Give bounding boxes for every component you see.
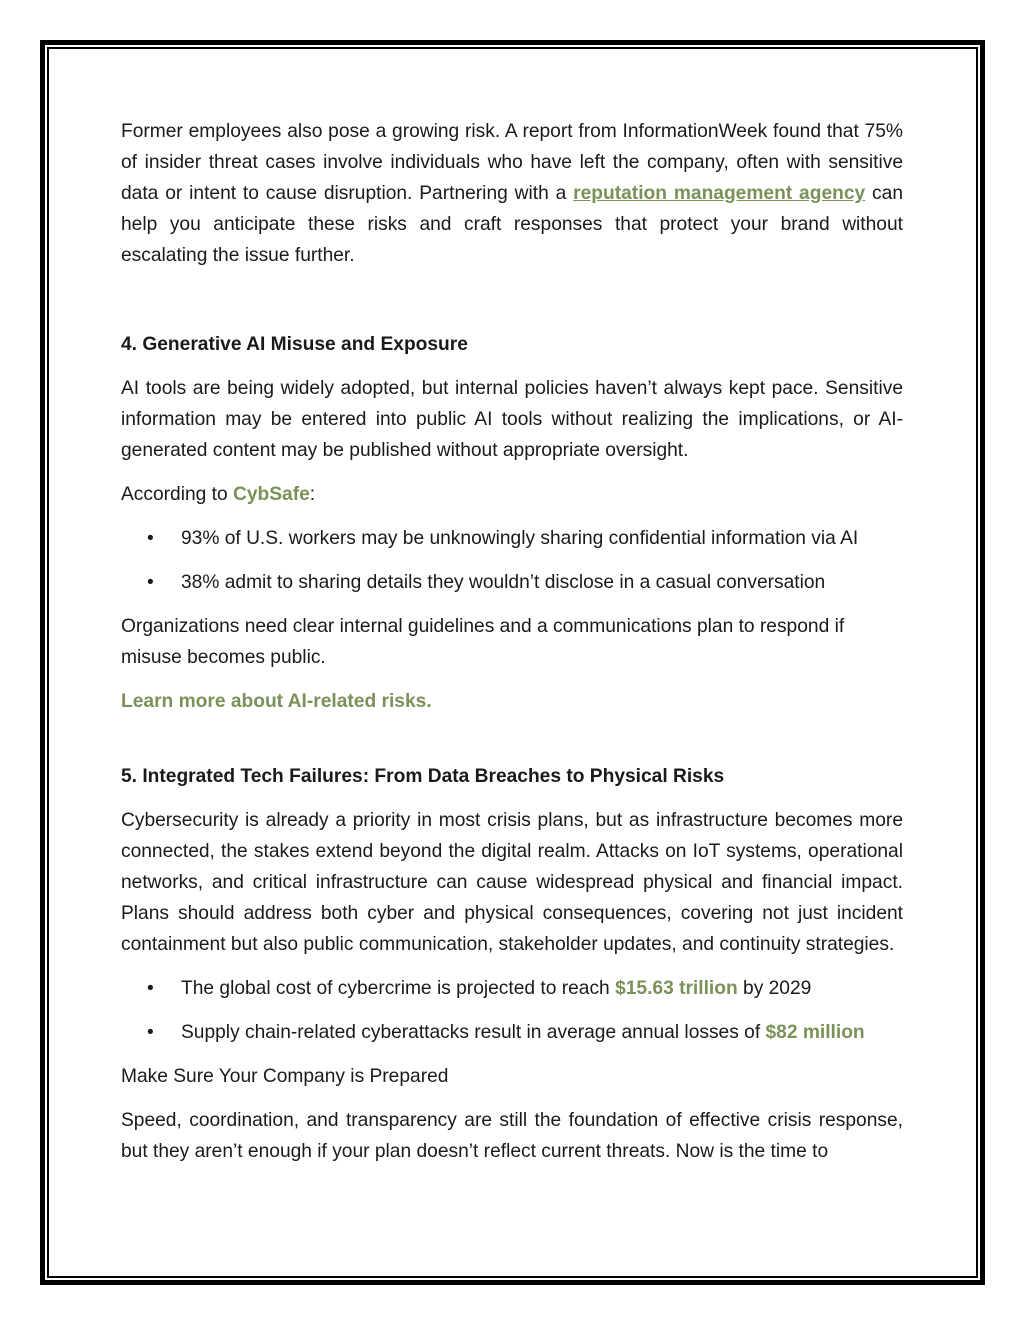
closing-paragraph: Speed, coordination, and transparency are still the foundation of effective crisis response, but they aren’t enough if your plan doesn’t reflect current threats. Now is the time to xyxy=(121,1110,903,1162)
list-item: • 38% admit to sharing details they wouldn’t disclose in a casual conversation xyxy=(121,567,903,598)
bullet-icon: • xyxy=(147,572,154,593)
bullet-icon: • xyxy=(147,528,154,549)
document-body xyxy=(121,116,903,1167)
list-item: • 93% of U.S. workers may be unknowingly sharing confidential information via AI xyxy=(121,523,903,554)
reputation-management-link[interactable]: reputation management agency xyxy=(573,183,866,204)
bullet-icon: • xyxy=(147,978,154,999)
list-item: • The global cost of cybercrime is projected to reach $15.63 trillion by 2029 xyxy=(121,973,903,1004)
ai-stats-list xyxy=(121,523,903,598)
section-5-heading: 5. Integrated Tech Failures: From Data Breaches to Physical Risks xyxy=(121,766,725,787)
closing-heading: Make Sure Your Company is Prepared xyxy=(121,1066,449,1087)
cyber-stats-list xyxy=(121,973,903,1048)
insider-threat-paragraph: Former employees also pose a growing risk. A report from InformationWeek found that 75% of insider threat cases involve individuals who have left the company, often with sensitive data or intent to cause disruption. Partnering with a reputation management agency can help you anticipate these risks and craft responses that protect your brand without escalating the issue further. xyxy=(121,121,903,266)
cybercrime-cost-value: $15.63 trillion xyxy=(615,978,738,999)
learn-more-link[interactable]: Learn more about AI-related risks. xyxy=(121,691,432,712)
cybsafe-source: CybSafe xyxy=(233,484,310,505)
section-4-paragraph: AI tools are being widely adopted, but internal policies haven’t always kept pace. Sensitive information may be entered into public AI tools without realizing the implications, or AI-generated content may be published without appropriate oversight. xyxy=(121,378,903,461)
section-4-heading: 4. Generative AI Misuse and Exposure xyxy=(121,334,468,355)
section-4-paragraph-2: Organizations need clear internal guidelines and a communications plan to respond if misuse becomes public. xyxy=(121,616,845,668)
section-5-paragraph: Cybersecurity is already a priority in most crisis plans, but as infrastructure becomes more connected, the stakes extend beyond the digital realm. Attacks on IoT systems, operational networks, and critical infrastructure can cause widespread physical and financial impact. Plans should address both cyber and physical consequences, covering not just incident containment but also public communication, stakeholder updates, and continuity strategies. xyxy=(121,810,903,955)
list-item: • Supply chain-related cyberattacks result in average annual losses of $82 million xyxy=(121,1017,903,1048)
according-to-line: According to CybSafe: xyxy=(121,484,316,505)
supply-chain-loss-value: $82 million xyxy=(765,1022,865,1043)
bullet-icon: • xyxy=(147,1022,154,1043)
